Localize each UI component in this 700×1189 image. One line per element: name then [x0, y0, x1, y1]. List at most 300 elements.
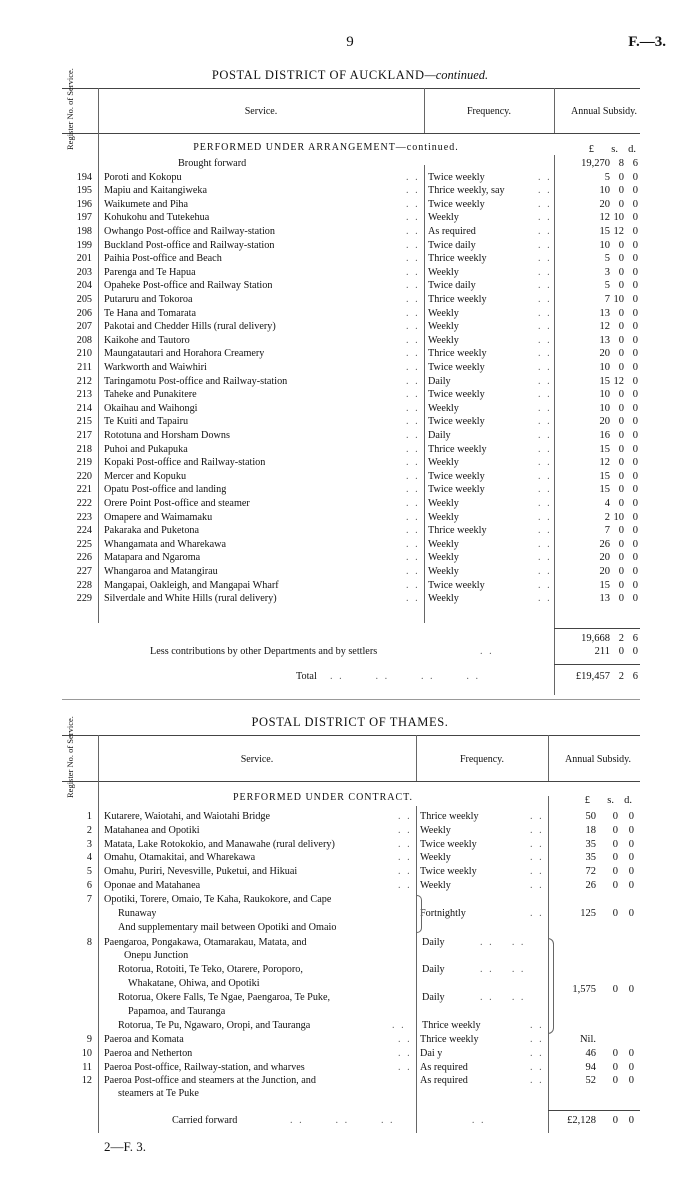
frequency: As required — [420, 1075, 468, 1086]
thames-pounds-label: £ — [584, 795, 590, 806]
subsidy — [560, 415, 638, 429]
service-name: Silverdale and White Hills (rural delivery) — [104, 593, 277, 605]
service-name: Mangapai, Oakleigh, and Mangapai Wharf — [104, 579, 279, 591]
carried-forward-label: Carried forward — [172, 1115, 238, 1126]
less-contributions-label: Less contributions by other Departments and by settlers — [150, 646, 378, 657]
register-no: 4 — [86, 852, 92, 864]
auckland-service-row: 199 Buckland Post-office and Railway-station . . Twice daily . . 10 0 0 — [0, 239, 700, 253]
auckland-service-row: 206 Te Hana and Tomarata . . Weekly . . 13 0 0 — [0, 307, 700, 321]
thames-section-heading: PERFORMED UNDER CONTRACT. — [232, 792, 414, 803]
register-no: 210 — [76, 348, 92, 360]
frequency: Weekly — [428, 538, 459, 550]
less-pence: 0 — [632, 646, 638, 657]
register-no: 5 — [86, 866, 92, 878]
frequency: As required — [428, 225, 476, 237]
shillings: 0 — [618, 579, 624, 591]
auckland-service-row: 218 Puhoi and Pukapuka . . Thrice weekly . . 15 0 0 — [0, 443, 700, 457]
pence: 0 — [632, 579, 638, 591]
frequency: Weekly — [428, 402, 459, 414]
subsidy — [560, 225, 638, 239]
subsidy — [560, 252, 638, 266]
service-name: Orere Point Post-office and steamer — [104, 497, 250, 509]
pounds: 15 — [599, 579, 610, 591]
pence: 0 — [632, 565, 638, 577]
service-name: Matapara and Ngaroma — [104, 552, 201, 564]
frequency: Thrice weekly — [428, 293, 487, 305]
pence: 0 — [632, 484, 638, 496]
frequency: Twice weekly — [428, 171, 485, 183]
register-no: 1 — [86, 811, 92, 822]
total-pounds: £19,457 — [575, 671, 610, 682]
shillings: 0 — [618, 429, 624, 441]
subsidy — [560, 592, 638, 606]
pounds: 10 — [599, 402, 610, 414]
frequency: Dai y — [420, 1047, 443, 1059]
register-no: 201 — [76, 253, 92, 265]
frequency: Twice weekly — [428, 361, 485, 373]
auckland-service-row: 196 Waikumete and Piha . . Twice weekly . . 20 0 0 — [0, 198, 700, 212]
service-name: Whangamata and Wharekawa — [104, 538, 226, 550]
auckland-frequency-header: Frequency. — [466, 106, 512, 117]
service-name: Rotorua, Te Pu, Ngawaro, Oropi, and Tauranga — [118, 1020, 311, 1031]
pounds: 13 — [599, 593, 610, 605]
shillings: 0 — [618, 361, 624, 373]
thames-shillings-label: s. — [607, 795, 614, 806]
auckland-service-header: Service. — [244, 106, 278, 117]
subsidy — [560, 511, 638, 525]
frequency: Twice daily — [428, 239, 476, 251]
auckland-section-heading: PERFORMED UNDER ARRANGEMENT—continued. — [193, 142, 459, 153]
thames-row-8c: Rotorua, Okere Falls, Te Ngae, Paengaroa, Te Puke, Daily . . . . — [118, 992, 526, 1003]
auckland-service-row: 225 Whangamata and Wharekawa . . Weekly . . 26 0 0 — [0, 538, 700, 552]
thames-service-row: 5 Omahu, Puriri, Nevesville, Puketui, and Hikuai . . Twice weekly . . 72 0 0 — [0, 865, 700, 879]
pounds: 3 — [604, 266, 610, 278]
pounds: 15 — [599, 225, 610, 237]
page-number: 9 — [346, 34, 354, 50]
service-name: Omapere and Waimamaku — [104, 511, 213, 523]
pounds: 52 — [585, 1075, 596, 1086]
pounds: 5 — [604, 253, 610, 265]
pounds: 2 — [604, 511, 610, 523]
shillings: 0 — [618, 266, 624, 278]
total-pence: 6 — [632, 671, 638, 682]
service-name-cont: steamers at Te Puke — [118, 1088, 199, 1099]
subsidy — [560, 388, 638, 402]
pence: 0 — [628, 866, 634, 878]
pence: 0 — [632, 389, 638, 401]
pounds: 35 — [585, 838, 596, 850]
pence: 0 — [632, 361, 638, 373]
subsidy — [560, 293, 638, 307]
register-no: 11 — [82, 1061, 92, 1073]
service-name: Rotorua, Rotoiti, Te Teko, Otarere, Poroporo, — [118, 964, 303, 975]
frequency: Weekly — [428, 307, 459, 319]
pounds: 7 — [604, 293, 610, 305]
frequency: Weekly — [428, 552, 459, 564]
total-shillings: 2 — [618, 671, 624, 682]
pence: 0 — [628, 852, 634, 864]
subsidy — [560, 266, 638, 280]
frequency: Weekly — [420, 880, 451, 891]
pounds: 15 — [599, 470, 610, 482]
page-footer: 2—F. 3. — [104, 1139, 146, 1154]
pence: 0 — [632, 552, 638, 564]
frequency: Daily — [428, 375, 451, 387]
shillings: 0 — [618, 280, 624, 292]
pence: 0 — [628, 811, 634, 822]
register-no: 228 — [76, 579, 92, 591]
pence: 0 — [632, 239, 638, 251]
pounds: 20 — [599, 348, 610, 360]
frequency: Twice weekly — [428, 470, 485, 482]
register-no: 9 — [86, 1034, 92, 1045]
service-name: Mercer and Kopuku — [104, 470, 187, 482]
auckland-title-continued: —continued. — [424, 68, 489, 82]
subsidy — [560, 307, 638, 321]
pounds: 26 — [585, 880, 596, 891]
auckland-service-row: 224 Pakaraka and Puketona . . Thrice weekly . . 7 0 0 — [0, 524, 700, 538]
pence: 0 — [632, 307, 638, 319]
pence: 0 — [632, 416, 638, 428]
auckland-service-row: 205 Putaruru and Tokoroa . . Thrice weekly . . 7 10 0 — [0, 293, 700, 307]
subsidy — [560, 334, 638, 348]
register-no: 227 — [76, 565, 92, 577]
thames-row-8d: Rotorua, Te Pu, Ngawaro, Oropi, and Tauranga . . Thrice weekly . . — [118, 1020, 544, 1031]
frequency: Weekly — [420, 824, 451, 836]
register-no: 203 — [76, 266, 92, 278]
pence: 0 — [628, 1061, 634, 1073]
supplementary-service: And supplementary mail between Opotiki and Omaio — [118, 922, 337, 933]
register-no: 7 — [86, 894, 92, 905]
service-name: Paeroa and Netherton — [104, 1047, 193, 1059]
total-rule — [554, 664, 640, 665]
pounds: 15 — [599, 375, 610, 387]
brought-forward-label: Brought forward — [178, 158, 247, 169]
auckland-service-row: 229 Silverdale and White Hills (rural delivery) . . Weekly . . 13 0 0 — [0, 592, 700, 606]
frequency: Thrice weekly — [428, 443, 487, 455]
pence: 0 — [632, 538, 638, 550]
auckland-service-row: 208 Kaikohe and Tautoro . . Weekly . . 13 0 0 — [0, 334, 700, 348]
shillings: 0 — [618, 198, 624, 210]
auckland-title — [0, 68, 700, 83]
service-name: Poroti and Kokopu — [104, 171, 182, 183]
shillings: 0 — [612, 908, 618, 919]
shillings: 0 — [618, 389, 624, 401]
service-name: Owhango Post-office and Railway-station — [104, 225, 275, 237]
frequency: Daily — [422, 937, 445, 948]
pounds: Nil. — [579, 1034, 596, 1045]
pounds: 12 — [599, 212, 610, 224]
thames-service-row: 11 Paeroa Post-office, Railway-station, and wharves . . As required . . 94 0 0 — [0, 1061, 700, 1075]
auckland-service-row: 222 Orere Point Post-office and steamer . . Weekly . . 4 0 0 — [0, 497, 700, 511]
shillings: 0 — [618, 565, 624, 577]
pence: 0 — [632, 171, 638, 183]
shillings: 0 — [612, 1061, 618, 1073]
service-name: Mapiu and Kaitangiweka — [104, 185, 207, 197]
register-no: 194 — [76, 171, 92, 183]
frequency: Thrice weekly — [428, 253, 487, 265]
service-name: Kaikohe and Tautoro — [104, 334, 190, 346]
subsidy — [560, 538, 638, 552]
subtotal-rule — [554, 628, 640, 629]
pounds: 15 — [599, 443, 610, 455]
thames-register-header: Register No. of Service. — [65, 716, 75, 798]
shillings: 0 — [612, 866, 618, 878]
auckland-service-row: 226 Matapara and Ngaroma . . Weekly . . 20 0 0 — [0, 551, 700, 565]
frequency: Daily — [422, 992, 445, 1003]
register-no: 219 — [76, 457, 92, 469]
document-code: F.—3. — [628, 34, 666, 50]
thames-pence-label: d. — [624, 795, 632, 806]
subsidy — [560, 361, 638, 375]
frequency: Weekly — [428, 497, 459, 509]
service-name: Opotiki, Torere, Omaio, Te Kaha, Raukokore, and Cape — [104, 894, 332, 905]
service-name: Oponae and Matahanea — [104, 880, 201, 891]
service-name: Okaihau and Waihongi — [104, 402, 198, 414]
pence-label: d. — [628, 144, 636, 155]
shillings-label: s. — [611, 144, 618, 155]
pence: 0 — [628, 984, 634, 995]
auckland-service-row: 217 Rototuna and Horsham Downs . . Daily . . 16 0 0 — [0, 429, 700, 443]
frequency: Twice weekly — [428, 484, 485, 496]
subsidy — [560, 171, 638, 185]
subsidy — [556, 879, 634, 893]
shillings: 0 — [618, 538, 624, 550]
service-name: Putaruru and Tokoroa — [104, 293, 193, 305]
thames-service-row: 1 Kutarere, Waiotahi, and Waiotahi Bridge . . Thrice weekly . . 50 0 0 — [0, 810, 700, 824]
frequency: Twice weekly — [428, 579, 485, 591]
service-name: Opatu Post-office and landing — [104, 484, 227, 496]
thames-header-top-rule — [62, 735, 640, 736]
register-no: 3 — [86, 838, 92, 850]
pounds: 7 — [604, 525, 610, 537]
service-name: Opaheke Post-office and Railway Station — [104, 280, 273, 292]
less-shillings: 0 — [618, 646, 624, 657]
thames-row-8c-cont — [0, 1005, 700, 1019]
register-no: 196 — [76, 198, 92, 210]
auckland-service-row: 198 Owhango Post-office and Railway-station . . As required . . 15 12 0 — [0, 225, 700, 239]
shillings: 0 — [618, 402, 624, 414]
auckland-service-row: 212 Taringamotu Post-office and Railway-station . . Daily . . 15 12 0 — [0, 375, 700, 389]
shillings: 0 — [618, 497, 624, 509]
auckland-total-row: Total . . . . . . . . £19,457 2 6 — [296, 671, 638, 682]
shillings: 0 — [618, 443, 624, 455]
pounds: 125 — [580, 908, 596, 919]
pounds-label: £ — [588, 144, 594, 155]
register-no: 225 — [76, 538, 92, 550]
pence: 0 — [632, 225, 638, 237]
register-no: 220 — [76, 470, 92, 482]
pence: 0 — [628, 838, 634, 850]
thames-service-row: 6 Oponae and Matahanea . . Weekly . . 26 0 0 — [0, 879, 700, 893]
subsidy — [556, 1033, 634, 1047]
thames-service-row: 3 Matata, Lake Rotokokio, and Manawahe (rural delivery) . . Twice weekly . . 35 0 0 — [0, 838, 700, 852]
bf-shillings: 8 — [618, 158, 624, 169]
subsidy — [560, 497, 638, 511]
thames-service-row: 2 Matahanea and Opotiki . . Weekly . . 18 0 0 — [0, 824, 700, 838]
pounds: 13 — [599, 307, 610, 319]
frequency: Weekly — [428, 593, 459, 605]
subsidy — [556, 907, 634, 921]
bf-pounds: 19,270 — [581, 158, 610, 169]
shillings: 10 — [613, 212, 624, 224]
frequency: Twice weekly — [420, 866, 477, 878]
shillings: 0 — [612, 852, 618, 864]
pence: 0 — [632, 511, 638, 523]
pounds: 18 — [585, 824, 596, 836]
register-no: 208 — [76, 334, 92, 346]
frequency: Twice weekly — [428, 416, 485, 428]
carried-pounds: £2,128 — [567, 1115, 596, 1126]
thames-row-7-supp — [0, 921, 700, 935]
thames-service-row: 4 Omahu, Otamakitai, and Wharekawa . . Weekly . . 35 0 0 — [0, 851, 700, 865]
pence: 0 — [632, 443, 638, 455]
register-no: 197 — [76, 212, 92, 224]
subsidy — [556, 851, 634, 865]
subtotal-pence: 6 — [632, 633, 638, 644]
auckland-subsidy-header: Annual Subsidy. — [570, 106, 638, 117]
register-no: 226 — [76, 552, 92, 564]
register-no: 205 — [76, 293, 92, 305]
auckland-service-row: 213 Taheke and Punakitere . . Twice weekly . . 10 0 0 — [0, 388, 700, 402]
carried-pence: 0 — [628, 1115, 634, 1126]
frequency: Weekly — [428, 511, 459, 523]
shillings: 0 — [618, 334, 624, 346]
register-no: 214 — [76, 402, 92, 414]
service-name: Paihia Post-office and Beach — [104, 253, 222, 265]
auckland-service-row: 201 Paihia Post-office and Beach . . Thrice weekly . . 5 0 0 — [0, 252, 700, 266]
frequency: Weekly — [428, 334, 459, 346]
pence: 0 — [632, 525, 638, 537]
shillings: 0 — [618, 593, 624, 605]
auckland-service-row: 215 Te Kuiti and Tapairu . . Twice weekly . . 20 0 0 — [0, 415, 700, 429]
service-name: Pakaraka and Puketona — [104, 525, 200, 537]
frequency: Thrice weekly — [422, 1020, 481, 1031]
frequency: Twice weekly — [428, 198, 485, 210]
register-no: 10 — [81, 1047, 92, 1059]
pence: 0 — [632, 280, 638, 292]
brace-row-8 — [548, 938, 554, 1034]
frequency: Weekly — [428, 212, 459, 224]
pounds: 20 — [599, 565, 610, 577]
register-no: 195 — [76, 185, 92, 197]
subsidy — [560, 184, 638, 198]
register-no: 221 — [76, 484, 92, 496]
service-name: Kutarere, Waiotahi, and Waiotahi Bridge — [104, 811, 271, 822]
register-no: 224 — [76, 525, 92, 537]
thames-currency-header — [556, 795, 632, 806]
thames-row-12-cont — [0, 1087, 700, 1101]
service-name: Paeroa Post-office, Railway-station, and wharves — [104, 1061, 305, 1073]
frequency: Twice daily — [428, 280, 476, 292]
pence: 0 — [632, 497, 638, 509]
subsidy — [556, 1074, 634, 1088]
pounds: 26 — [599, 538, 610, 550]
pence: 0 — [628, 908, 634, 919]
auckland-service-row: 203 Parenga and Te Hapua . . Weekly . . 3 0 0 — [0, 266, 700, 280]
shillings: 0 — [618, 348, 624, 360]
service-name: Taheke and Punakitere — [104, 389, 197, 401]
subsidy — [560, 551, 638, 565]
pounds: 15 — [599, 484, 610, 496]
shillings: 0 — [618, 253, 624, 265]
shillings: 0 — [612, 880, 618, 891]
carried-shillings: 0 — [612, 1115, 618, 1126]
section-separator — [62, 699, 640, 700]
thames-row-8b: Rotorua, Rotoiti, Te Teko, Otarere, Poroporo, Daily . . . . — [118, 964, 526, 975]
frequency: Weekly — [428, 321, 459, 333]
pence: 0 — [632, 429, 638, 441]
thames-row-8b-cont — [0, 977, 700, 995]
register-no: 212 — [76, 375, 92, 387]
service-name-cont: Runaway — [118, 908, 157, 919]
auckland-service-row: 195 Mapiu and Kaitangiweka . . Thrice weekly, say . . 10 0 0 — [0, 184, 700, 198]
service-name: Matahanea and Opotiki — [104, 824, 200, 836]
less-amount — [556, 645, 638, 659]
shillings: 0 — [612, 984, 618, 995]
subsidy — [556, 1047, 634, 1061]
pounds: 10 — [599, 361, 610, 373]
pounds: 20 — [599, 552, 610, 564]
total-label: Total — [296, 671, 317, 682]
pence: 0 — [632, 375, 638, 387]
pence: 0 — [632, 348, 638, 360]
auckland-title-text: POSTAL DISTRICT OF AUCKLAND — [211, 68, 425, 82]
shillings: 10 — [613, 293, 624, 305]
shillings: 0 — [612, 838, 618, 850]
frequency: Thrice weekly — [420, 811, 479, 822]
subsidy — [560, 279, 638, 293]
pounds: 35 — [585, 852, 596, 864]
service-name-cont: Onepu Junction — [124, 950, 189, 961]
subsidy — [556, 824, 634, 838]
pence: 0 — [632, 266, 638, 278]
service-name: Omahu, Otamakitai, and Wharekawa — [104, 852, 256, 864]
subsidy — [560, 239, 638, 253]
less-pounds: 211 — [594, 646, 610, 657]
service-name: Kohukohu and Tutekehua — [104, 212, 210, 224]
pounds: 46 — [585, 1047, 596, 1059]
auckland-brought-forward-row — [0, 157, 700, 171]
frequency: Daily — [428, 429, 451, 441]
pounds: 94 — [585, 1061, 596, 1073]
service-name: Paeroa Post-office and steamers at the Junction, and — [104, 1075, 316, 1086]
service-name: Whangaroa and Matangirau — [104, 565, 218, 577]
shillings: 0 — [618, 416, 624, 428]
carried-amount — [552, 1114, 634, 1128]
pence: 0 — [632, 334, 638, 346]
pounds: 10 — [599, 185, 610, 197]
shillings: 0 — [618, 484, 624, 496]
service-name: Paeroa and Komata — [104, 1034, 184, 1045]
subtotal-pounds: 19,668 — [581, 633, 610, 644]
thames-row-7 — [0, 893, 700, 907]
pounds: 13 — [599, 334, 610, 346]
register-no: 217 — [76, 429, 92, 441]
frequency: Weekly — [420, 852, 451, 864]
pence: 0 — [632, 457, 638, 469]
frequency: Thrice weekly, say — [428, 185, 505, 197]
subsidy — [560, 443, 638, 457]
pence: 0 — [632, 593, 638, 605]
pence: 0 — [632, 321, 638, 333]
thames-service-header: Service. — [240, 754, 274, 765]
subsidy — [560, 483, 638, 497]
subsidy — [560, 429, 638, 443]
thames-title: POSTAL DISTRICT OF THAMES. — [251, 715, 449, 729]
subsidy — [560, 198, 638, 212]
pounds: 72 — [585, 866, 596, 878]
